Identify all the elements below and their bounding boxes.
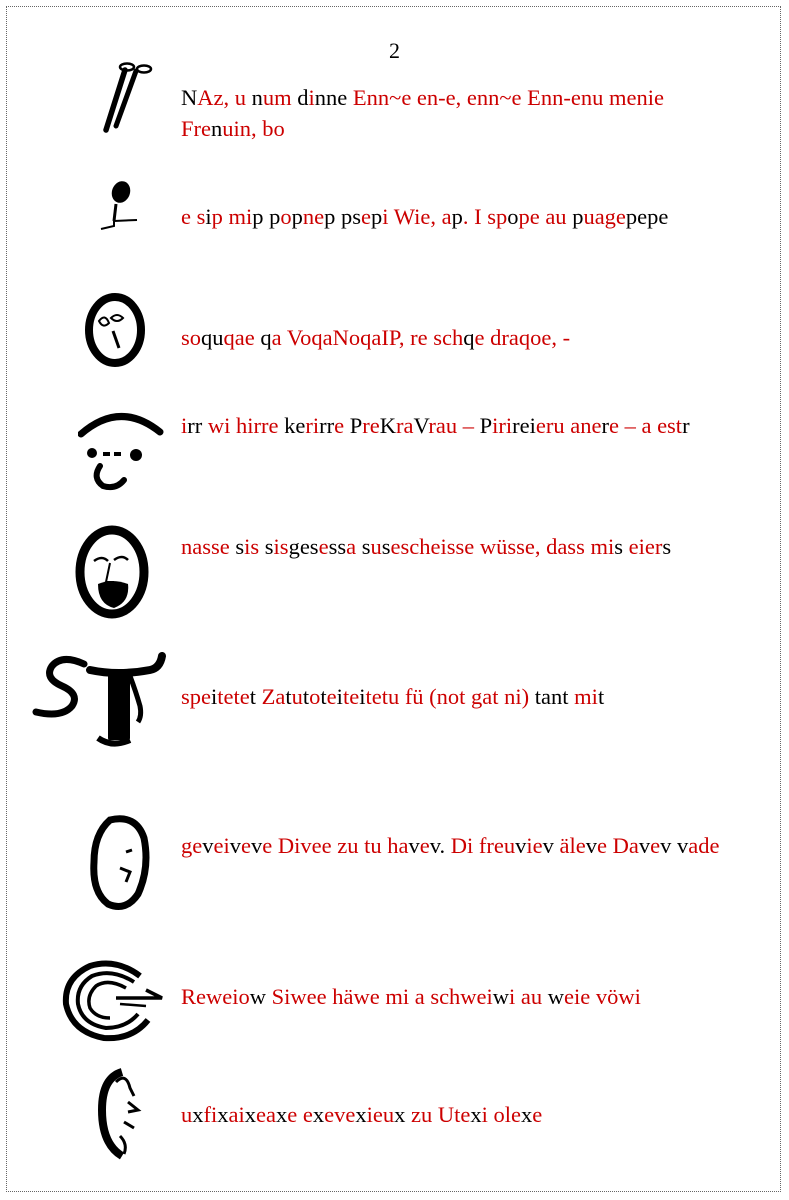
text-run: u [370,534,382,559]
text-run: o [507,204,519,229]
text-run: ri [305,413,320,438]
text-run: t [249,684,262,709]
text-run: i ole [481,1102,521,1127]
text-run: qu [201,325,224,350]
text-run: i [181,413,188,438]
text-run: a [346,534,362,559]
text-run: eie [564,984,596,1009]
text-run: t [320,684,327,709]
text-run: zu Ute [405,1102,471,1127]
text-run: Da [606,833,639,858]
entry-text [181,681,741,712]
text-run: rr [319,413,335,438]
text-run: e [532,1102,543,1127]
text-run: x [275,1102,288,1127]
text-run: um [262,85,298,110]
entry-text [181,82,741,144]
text-run: ea [256,1102,276,1127]
text-run: so [181,325,202,350]
text-run: n [251,85,263,110]
text-run: x [394,1102,406,1127]
text-run: r [601,413,609,438]
text-run: u [222,116,234,141]
text-run: p [211,204,229,229]
entry-text [181,981,741,1012]
brow-face-icon [78,406,164,498]
text-run: n [211,116,223,141]
text-run: e [596,833,607,858]
text-run: x [470,1102,482,1127]
text-run: p [371,204,383,229]
text-run: v [660,833,677,858]
text-run: uage [583,204,626,229]
entry-text [181,531,741,562]
text-run: p [451,204,463,229]
text-run: e s [181,204,206,229]
text-run: ges [288,534,319,559]
text-run: Divee zu tu ha [277,833,409,858]
text-run: N [181,85,198,110]
text-run: mi [228,204,253,229]
text-run: v [229,833,241,858]
text-run: q [260,325,272,350]
text-run: Az, u [197,85,252,110]
text-run: s [614,534,623,559]
text-run: ieu [366,1102,395,1127]
text-run: fi [203,1102,218,1127]
text-run: tete [217,684,250,709]
text-run: t [597,684,605,709]
text-run: Reweio [181,984,250,1009]
text-run: d [297,85,309,110]
text-run: ge [181,833,203,858]
st-monogram-icon [32,652,174,752]
bearded-face-icon [70,522,154,622]
text-run: rau – [428,413,480,438]
text-run: p [566,204,584,229]
text-run: x [520,1102,533,1127]
text-run: äle [553,833,586,858]
text-run: Di freu [450,833,516,858]
text-run: e draqoe, - [474,325,571,350]
text-run: menie Fre [181,85,665,141]
text-run: i [308,85,315,110]
text-run: e [361,204,372,229]
text-run: u [181,1102,193,1127]
text-run: e [326,684,337,709]
text-run: pepe [625,204,669,229]
text-run: s [264,534,274,559]
text-run: e – a [608,413,652,438]
text-run: s [361,534,371,559]
text-run: i [211,684,218,709]
text-run: wi hirre [207,413,285,438]
text-run: vöw [595,984,635,1009]
text-run: i [359,684,366,709]
text-run: mi a schwei [385,984,493,1009]
text-run: Za [261,684,286,709]
page-number: 2 [389,38,400,63]
oval-face-icon [80,288,152,378]
text-run: rr [187,413,208,438]
text-run: e e [287,1102,313,1127]
text-run: ade [688,833,720,858]
text-run: est [651,413,683,438]
text-run: Siwee häwe [271,984,386,1009]
text-run: is [244,534,265,559]
text-run: nne [314,85,353,110]
text-run: v [251,833,263,858]
text-run: x [355,1102,367,1127]
text-run: v [542,833,554,858]
side-face-icon [86,812,158,916]
swirl-icon [62,958,166,1044]
text-run: ra [396,413,414,438]
text-run: V [413,413,429,438]
text-run: i [336,684,343,709]
text-run: rei [512,413,536,438]
text-run: is [273,534,289,559]
text-run: . I sp [462,204,508,229]
text-run: eru ane [535,413,602,438]
text-run: mi [590,534,615,559]
text-run: i au [509,984,548,1009]
text-run: ei [213,833,230,858]
text-run: s [235,534,245,559]
text-run: q [223,325,235,350]
text-run: x [192,1102,204,1127]
text-run: pe au [518,204,567,229]
text-run: K [379,413,396,438]
text-run: eve [324,1102,356,1127]
text-run: p [252,204,270,229]
text-run: e [241,833,251,858]
text-run: tant [534,684,575,709]
text-run: mi [574,684,598,709]
text-run: v [676,833,689,858]
entry-text [181,1099,741,1130]
text-run: t [285,684,292,709]
text-run: w [492,984,510,1009]
text-run: nasse [181,534,236,559]
text-run: Enn~e en-e, enn~e Enn-enu [352,85,604,110]
text-run: ae [234,325,261,350]
text-run: iri [492,413,513,438]
text-run: r [682,413,690,438]
profile-face-icon [94,1066,156,1162]
text-run: e [318,534,329,559]
entry-text [181,830,741,861]
text-run: w [249,984,272,1009]
text-run: ke [284,413,306,438]
text-run: t [302,684,310,709]
text-run: in, bo [233,116,285,141]
text-run: s [662,534,672,559]
text-run: a VoqaNoqaIP, re sch [271,325,464,350]
text-run: spe [181,684,211,709]
text-run: re [362,413,380,438]
text-run: i [205,204,212,229]
text-run: u [291,684,303,709]
text-run: te [342,684,360,709]
text-run: s [381,534,391,559]
pin-figure-icon [95,178,145,238]
text-run: e [334,413,350,438]
text-run: o [280,204,292,229]
text-run: i [634,984,641,1009]
text-run: ai [228,1102,245,1127]
entry-text [181,322,741,353]
text-run: ne [302,204,325,229]
text-run: p ps [324,204,362,229]
text-run: v [515,833,527,858]
text-run: escheisse wüsse, dass [390,534,591,559]
two-sticks-icon [96,58,160,138]
text-run: e [650,833,661,858]
text-run: ie [526,833,543,858]
entry-text [181,410,741,441]
text-run: p [291,204,303,229]
text-run: x [244,1102,256,1127]
text-run: q [463,325,475,350]
text-run: v [202,833,214,858]
text-run: x [312,1102,325,1127]
text-run: P [479,413,493,438]
text-run: eier [622,534,663,559]
entry-text [181,201,741,232]
text-run: ss [328,534,347,559]
text-run: e [419,833,430,858]
text-run: w [547,984,565,1009]
text-run: v [585,833,597,858]
text-run: v [638,833,651,858]
text-run: o [309,684,321,709]
text-run: e [262,833,278,858]
text-run: i Wie, a [382,204,452,229]
text-run: p [269,204,281,229]
text-run: x [217,1102,229,1127]
text-run: v. [429,833,451,858]
text-run: P [349,413,363,438]
text-run: v [408,833,420,858]
text-run: tetu fü (not gat ni) [365,684,535,709]
